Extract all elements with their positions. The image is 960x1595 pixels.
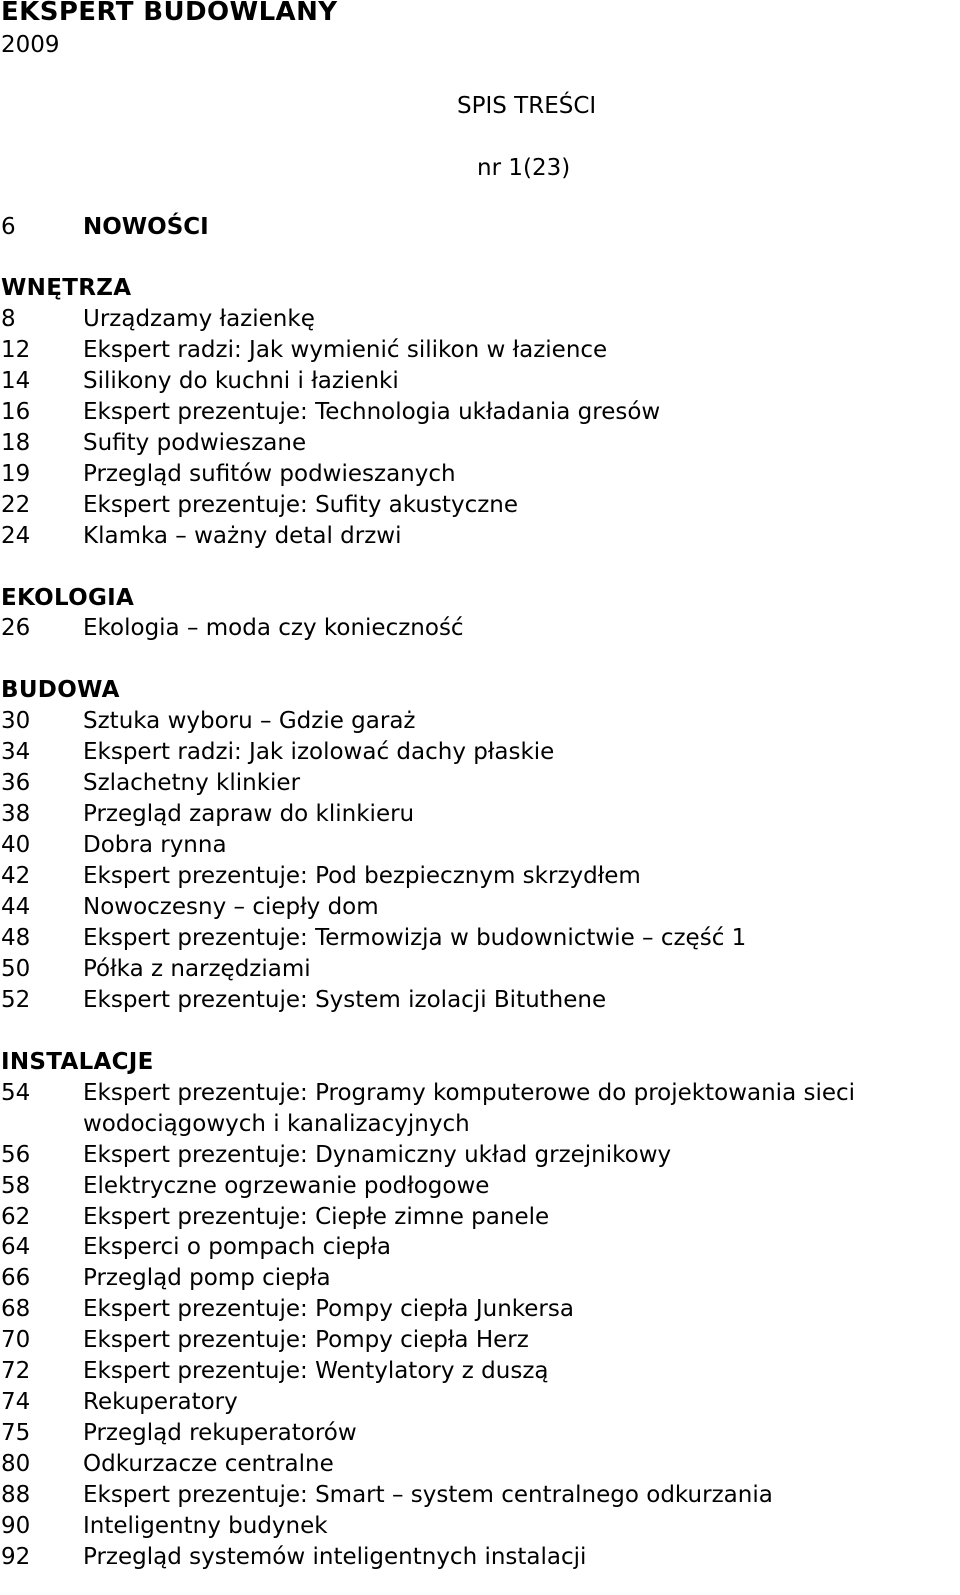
toc-title: SPIS TREŚCI: [457, 93, 597, 119]
entry-title: Ekspert prezentuje: System izolacji Bituthene: [83, 986, 607, 1013]
magazine-year: 2009: [1, 32, 60, 58]
magazine-title: EKSPERT BUDOWLANY: [1, 0, 338, 27]
page-number: 12: [1, 336, 31, 363]
entry-title: Ekspert prezentuje: Dynamiczny układ grzejnikowy: [83, 1141, 672, 1168]
entry-title: Sztuka wyboru – Gdzie garaż: [83, 708, 416, 735]
section-heading: INSTALACJE: [1, 1048, 154, 1075]
entry-title: Półka z narzędziami: [83, 955, 311, 982]
page-number: 72: [1, 1358, 31, 1385]
entry-title: Ekspert prezentuje: Pompy ciepła Herz: [83, 1327, 529, 1354]
entry-title: Ekspert prezentuje: Technologia układania gresów: [83, 398, 661, 425]
page-number: 92: [1, 1543, 31, 1570]
page-number: 52: [1, 986, 31, 1013]
entry-title: Ekspert prezentuje: Termowizja w budownictwie – część 1: [83, 924, 747, 951]
page-number: 74: [1, 1389, 31, 1416]
page-number: 14: [1, 367, 31, 394]
page-number: 19: [1, 460, 31, 487]
page-number: 30: [1, 708, 31, 735]
page-number: 88: [1, 1482, 31, 1509]
page-number: 44: [1, 894, 31, 920]
entry-title: Odkurzacze centralne: [83, 1451, 334, 1478]
page-number: 40: [1, 832, 31, 859]
entry-title: Nowoczesny – ciepły dom: [83, 894, 379, 920]
page-number: 56: [1, 1141, 31, 1168]
page-number: 16: [1, 398, 31, 425]
page-number: 24: [1, 522, 31, 549]
page-number: 80: [1, 1451, 31, 1478]
page-number: 38: [1, 801, 31, 828]
entry-title: Szlachetny klinkier: [83, 770, 301, 797]
page-number: 36: [1, 770, 31, 797]
page-number: 70: [1, 1327, 31, 1354]
page-number: 6: [1, 214, 16, 240]
page-number: 42: [1, 863, 31, 890]
entry-title: Ekspert radzi: Jak wymienić silikon w łazience: [83, 336, 608, 363]
page-number: 58: [1, 1172, 31, 1199]
page-number: 90: [1, 1513, 31, 1539]
page-number: 75: [1, 1420, 31, 1447]
entry-title: NOWOŚCI: [83, 214, 209, 240]
page-number: 48: [1, 924, 31, 951]
page-number: 34: [1, 739, 31, 766]
entry-title: Rekuperatory: [83, 1389, 238, 1416]
entry-title: Ekspert prezentuje: Sufity akustyczne: [83, 491, 519, 518]
entry-title: Ekspert prezentuje: Programy komputerowe do projektowania sieci: [83, 1079, 856, 1106]
page-number: 50: [1, 955, 31, 982]
entry-title-continuation: wodociągowych i kanalizacyjnych: [83, 1110, 470, 1137]
entry-title: Urządzamy łazienkę: [83, 305, 315, 332]
entry-title: Ekspert radzi: Jak izolować dachy płaskie: [83, 739, 555, 766]
page-number: 62: [1, 1203, 31, 1230]
entry-title: Inteligentny budynek: [83, 1513, 328, 1539]
entry-title: Przegląd sufitów podwieszanych: [83, 460, 456, 487]
entry-title: Dobra rynna: [83, 832, 227, 859]
page-number: 26: [1, 615, 31, 642]
entry-title: Ekspert prezentuje: Pod bezpiecznym skrzydłem: [83, 863, 641, 890]
page-number: 54: [1, 1079, 31, 1106]
page-number: 66: [1, 1265, 31, 1292]
page-number: 18: [1, 429, 31, 456]
entry-title: Ekspert prezentuje: Smart – system centralnego odkurzania: [83, 1482, 773, 1509]
entry-title: Elektryczne ogrzewanie podłogowe: [83, 1172, 490, 1199]
page-number: 8: [1, 305, 16, 332]
page-number: 68: [1, 1296, 31, 1323]
entry-title: Przegląd rekuperatorów: [83, 1420, 357, 1447]
section-heading: EKOLOGIA: [1, 584, 135, 611]
entry-title: Ekspert prezentuje: Pompy ciepła Junkersa: [83, 1296, 574, 1323]
entry-title: Eksperci o pompach ciepła: [83, 1234, 391, 1261]
entry-title: Ekspert prezentuje: Wentylatory z duszą: [83, 1358, 549, 1385]
entry-title: Ekologia – moda czy konieczność: [83, 615, 464, 642]
issue-number: nr 1(23): [477, 155, 571, 181]
entry-title: Klamka – ważny detal drzwi: [83, 522, 402, 549]
entry-title: Sufity podwieszane: [83, 429, 307, 456]
entry-title: Przegląd systemów inteligentnych instalacji: [83, 1543, 587, 1570]
section-heading: BUDOWA: [1, 677, 120, 704]
section-heading: WNĘTRZA: [1, 275, 132, 301]
page-number: 64: [1, 1234, 31, 1261]
entry-title: Ekspert prezentuje: Ciepłe zimne panele: [83, 1203, 550, 1230]
entry-title: Silikony do kuchni i łazienki: [83, 367, 399, 394]
page-number: 22: [1, 491, 31, 518]
entry-title: Przegląd zapraw do klinkieru: [83, 801, 415, 828]
entry-title: Przegląd pomp ciepła: [83, 1265, 331, 1292]
